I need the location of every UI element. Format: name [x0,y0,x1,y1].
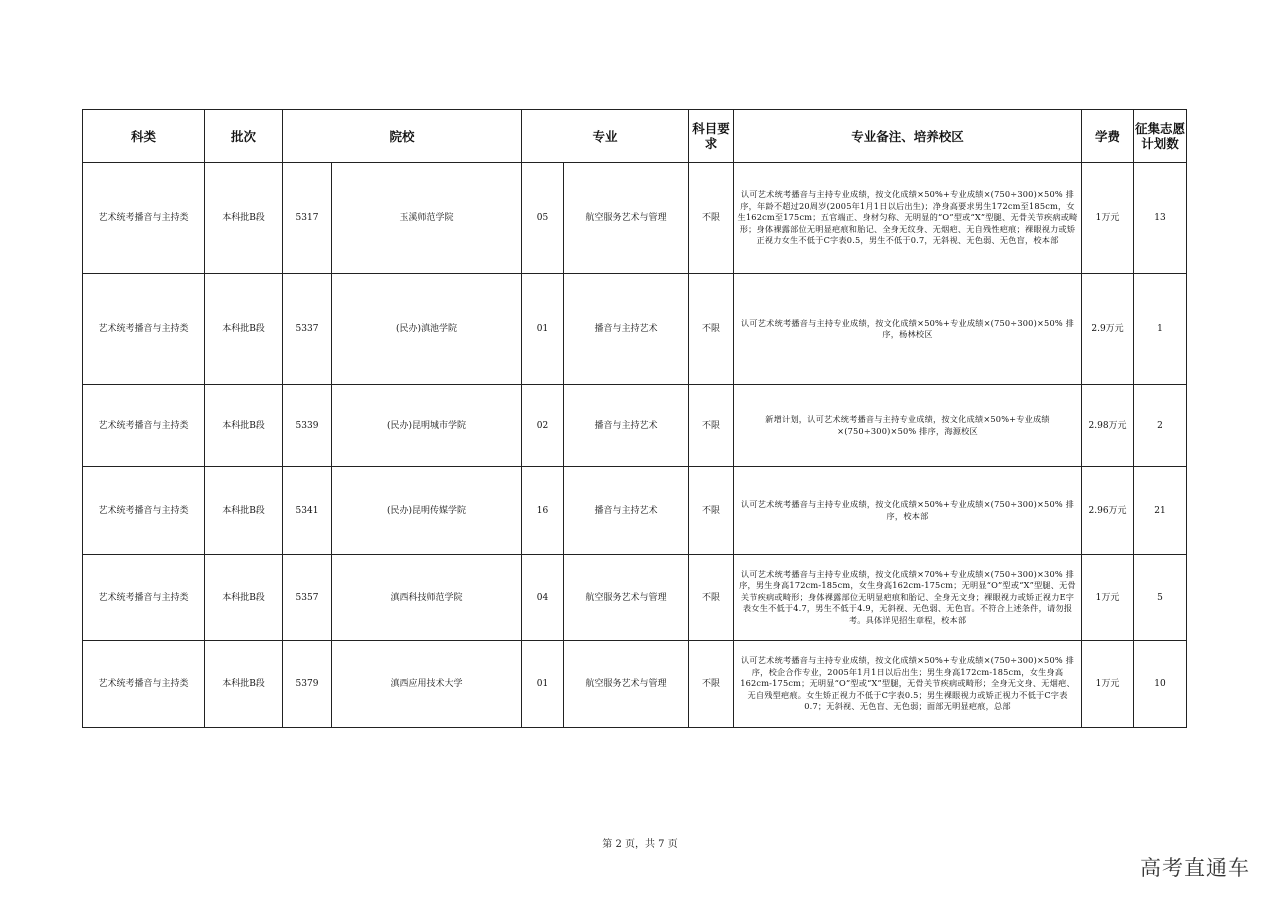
cell-tuition: 1万元 [1082,641,1134,728]
cell-major-code: 01 [522,641,564,728]
cell-major-name: 播音与主持艺术 [564,274,689,385]
cell-notes: 新增计划，认可艺术统考播音与主持专业成绩，按文化成绩×50%+专业成绩×(750÷300)×50% 排序，海源校区 [734,385,1082,467]
cell-plan-count: 10 [1134,641,1187,728]
table-header-row [83,110,1187,163]
cell-plan-count: 13 [1134,163,1187,274]
cell-school-code: 5341 [283,467,332,555]
header-batch: 批次 [205,110,283,163]
cell-major-name: 航空服务艺术与管理 [564,163,689,274]
cell-notes: 认可艺术统考播音与主持专业成绩，按文化成绩×50%+专业成绩×(750÷300)×50% 排序，杨林校区 [734,274,1082,385]
cell-tuition: 2.96万元 [1082,467,1134,555]
cell-notes: 认可艺术统考播音与主持专业成绩，按文化成绩×50%+专业成绩×(750÷300)×50% 排序，年龄不超过20周岁(2005年1月1日以后出生)；净身高要求男生172cm至185cm，女生162cm至175cm；五官端正、身材匀称、无明显的“O”型或“X”型腿、无骨关节疾病或畸形；身体裸露部位无明显疤痕和胎记、全身无纹身、无烟疤、无自残性疤痕；裸眼视力或矫正视力女生不低于C字表0.5，男生不低于0.7，无斜视、无色弱、无色盲，校本部 [734,163,1082,274]
cell-plan-count: 21 [1134,467,1187,555]
header-major: 专业 [522,110,689,163]
header-notes: 专业备注、培养校区 [734,110,1082,163]
cell-category: 艺术统考播音与主持类 [83,274,205,385]
admission-plan-sheet [82,109,1186,728]
cell-tuition: 2.98万元 [1082,385,1134,467]
cell-batch: 本科批B段 [205,641,283,728]
table-row [83,274,1187,385]
cell-batch: 本科批B段 [205,555,283,641]
cell-major-code: 01 [522,274,564,385]
cell-major-code: 04 [522,555,564,641]
page-number-footer: 第 2 页，共 7 页 [602,839,678,850]
table-row [83,385,1187,467]
cell-plan-count: 2 [1134,385,1187,467]
cell-school-name: 滇西应用技术大学 [332,641,522,728]
cell-school-code: 5317 [283,163,332,274]
cell-subject-requirement: 不限 [689,385,734,467]
cell-plan-count: 1 [1134,274,1187,385]
cell-batch: 本科批B段 [205,467,283,555]
cell-subject-requirement: 不限 [689,555,734,641]
cell-school-name: (民办)滇池学院 [332,274,522,385]
cell-subject-requirement: 不限 [689,467,734,555]
watermark-text: 高考直通车 [1140,856,1250,880]
cell-subject-requirement: 不限 [689,274,734,385]
cell-school-code: 5379 [283,641,332,728]
cell-school-name: (民办)昆明城市学院 [332,385,522,467]
header-category: 科类 [83,110,205,163]
cell-subject-requirement: 不限 [689,163,734,274]
cell-major-name: 航空服务艺术与管理 [564,641,689,728]
cell-major-name: 播音与主持艺术 [564,467,689,555]
table-row [83,641,1187,728]
cell-major-code: 02 [522,385,564,467]
cell-notes: 认可艺术统考播音与主持专业成绩，按文化成绩×50%+专业成绩×(750÷300)×50% 排序，校企合作专业，2005年1月1日以后出生；男生身高172cm-185cm，女生身高162cm-175cm；无明显“O”型或“X”型腿，无骨关节疾病或畸形；全身无文身、无烟疤、无自残型疤痕。女生矫正视力不低于C字表0.5；男生裸眼视力或矫正视力不低于C字表0.7；无斜视、无色盲、无色弱；面部无明显疤痕，总部 [734,641,1082,728]
table-row [83,163,1187,274]
admission-plan-table [82,109,1187,728]
cell-plan-count: 5 [1134,555,1187,641]
header-subject-requirement: 科目要求 [689,110,734,163]
cell-category: 艺术统考播音与主持类 [83,641,205,728]
cell-school-name: 玉溪师范学院 [332,163,522,274]
cell-school-code: 5357 [283,555,332,641]
table-row [83,467,1187,555]
cell-school-name: (民办)昆明传媒学院 [332,467,522,555]
cell-batch: 本科批B段 [205,385,283,467]
cell-notes: 认可艺术统考播音与主持专业成绩，按文化成绩×50%+专业成绩×(750÷300)×50% 排序，校本部 [734,467,1082,555]
header-tuition: 学费 [1082,110,1134,163]
cell-tuition: 1万元 [1082,555,1134,641]
cell-tuition: 2.9万元 [1082,274,1134,385]
header-school: 院校 [283,110,522,163]
cell-subject-requirement: 不限 [689,641,734,728]
cell-school-code: 5339 [283,385,332,467]
cell-tuition: 1万元 [1082,163,1134,274]
cell-major-name: 播音与主持艺术 [564,385,689,467]
cell-school-code: 5337 [283,274,332,385]
cell-category: 艺术统考播音与主持类 [83,555,205,641]
cell-major-code: 05 [522,163,564,274]
cell-category: 艺术统考播音与主持类 [83,163,205,274]
table-row [83,555,1187,641]
cell-major-code: 16 [522,467,564,555]
cell-batch: 本科批B段 [205,274,283,385]
cell-category: 艺术统考播音与主持类 [83,385,205,467]
cell-school-name: 滇西科技师范学院 [332,555,522,641]
cell-category: 艺术统考播音与主持类 [83,467,205,555]
cell-notes: 认可艺术统考播音与主持专业成绩，按文化成绩×70%+专业成绩×(750÷300)×30% 排序，男生身高172cm-185cm，女生身高162cm-175cm；无明显“O”型或“X”型腿、无骨关节疾病或畸形；身体裸露部位无明显疤痕和胎记、全身无文身；裸眼视力或矫正视力E字表女生不低于4.7，男生不低于4.9，无斜视、无色弱、无色盲。不符合上述条件，请勿报考。具体详见招生章程，校本部 [734,555,1082,641]
header-plan-count: 征集志愿计划数 [1134,110,1187,163]
cell-batch: 本科批B段 [205,163,283,274]
cell-major-name: 航空服务艺术与管理 [564,555,689,641]
